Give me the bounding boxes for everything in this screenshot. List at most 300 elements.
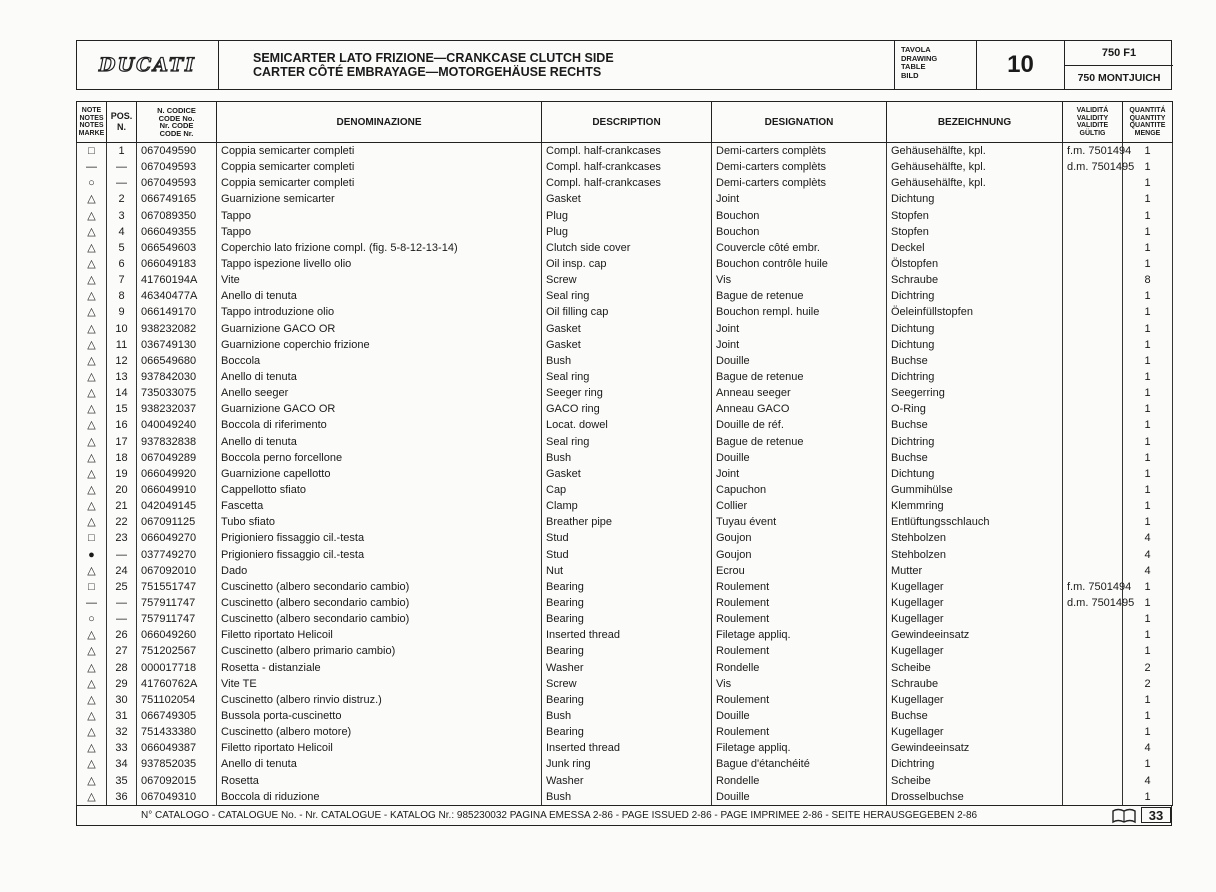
- part-code: 067092015: [137, 772, 217, 788]
- validity: f.m. 7501494: [1063, 143, 1123, 160]
- bezeichnung: Ölstopfen: [887, 256, 1063, 272]
- designation: Roulement: [712, 611, 887, 627]
- note-mark: ○: [77, 611, 107, 627]
- validity: [1063, 353, 1123, 369]
- part-code: 067049289: [137, 450, 217, 466]
- denominazione: Dado: [217, 563, 542, 579]
- table-row: [77, 337, 1173, 353]
- part-code: 938232082: [137, 321, 217, 337]
- denominazione: Tappo: [217, 208, 542, 224]
- table-row: [77, 159, 1173, 175]
- quantity: 1: [1123, 595, 1173, 611]
- description: Plug: [542, 224, 712, 240]
- pos-number: 24: [107, 563, 137, 579]
- pos-number: 15: [107, 401, 137, 417]
- validity: [1063, 434, 1123, 450]
- designation: Bague de retenue: [712, 288, 887, 304]
- description: Gasket: [542, 466, 712, 482]
- description: Screw: [542, 676, 712, 692]
- note-mark: △: [77, 208, 107, 224]
- designation: Douille: [712, 353, 887, 369]
- quantity: 1: [1123, 724, 1173, 740]
- validity: [1063, 466, 1123, 482]
- note-mark: △: [77, 466, 107, 482]
- part-code: 040049240: [137, 417, 217, 433]
- designation: Demi-carters complèts: [712, 143, 887, 160]
- bezeichnung: Dichtring: [887, 756, 1063, 772]
- description: Inserted thread: [542, 740, 712, 756]
- validity: [1063, 321, 1123, 337]
- denominazione: Anello di tenuta: [217, 434, 542, 450]
- pos-number: 20: [107, 482, 137, 498]
- table-row: [77, 450, 1173, 466]
- table-row: [77, 466, 1173, 482]
- note-mark: △: [77, 191, 107, 207]
- pos-number: 27: [107, 643, 137, 659]
- pos-number: 12: [107, 353, 137, 369]
- validity: [1063, 256, 1123, 272]
- note-mark: —: [77, 595, 107, 611]
- part-code: 067091125: [137, 514, 217, 530]
- note-mark: △: [77, 563, 107, 579]
- table-row: [77, 547, 1173, 563]
- note-mark: △: [77, 772, 107, 788]
- model-box: [1065, 41, 1173, 89]
- part-code: 067049593: [137, 159, 217, 175]
- note-mark: △: [77, 401, 107, 417]
- table-row: [77, 611, 1173, 627]
- note-mark: □: [77, 530, 107, 546]
- table-row: [77, 143, 1173, 160]
- part-code: 066049910: [137, 482, 217, 498]
- part-code: 066549680: [137, 353, 217, 369]
- validity: [1063, 772, 1123, 788]
- quantity: 1: [1123, 401, 1173, 417]
- bezeichnung: Dichtung: [887, 191, 1063, 207]
- quantity: 1: [1123, 514, 1173, 530]
- table-row: [77, 191, 1173, 207]
- pos-number: —: [107, 611, 137, 627]
- pos-number: 18: [107, 450, 137, 466]
- description: Nut: [542, 563, 712, 579]
- table-row: [77, 724, 1173, 740]
- description: Washer: [542, 660, 712, 676]
- denominazione: Coperchio lato frizione compl. (fig. 5-8-12-13-14): [217, 240, 542, 256]
- bezeichnung: Kugellager: [887, 611, 1063, 627]
- quantity: 8: [1123, 272, 1173, 288]
- pos-number: 10: [107, 321, 137, 337]
- validity: [1063, 304, 1123, 320]
- table-row: [77, 256, 1173, 272]
- bezeichnung: Gewindeeinsatz: [887, 740, 1063, 756]
- pos-number: 33: [107, 740, 137, 756]
- quantity: 1: [1123, 434, 1173, 450]
- note-mark: ●: [77, 547, 107, 563]
- description: Bearing: [542, 692, 712, 708]
- note-mark: △: [77, 256, 107, 272]
- validity: [1063, 208, 1123, 224]
- quantity: 1: [1123, 240, 1173, 256]
- denominazione: Guarnizione GACO OR: [217, 401, 542, 417]
- pos-number: 8: [107, 288, 137, 304]
- validity: [1063, 272, 1123, 288]
- bezeichnung: Stopfen: [887, 224, 1063, 240]
- part-code: 937852035: [137, 756, 217, 772]
- description: Seal ring: [542, 434, 712, 450]
- description: Bush: [542, 708, 712, 724]
- pos-number: 1: [107, 143, 137, 160]
- part-code: 41760762A: [137, 676, 217, 692]
- part-code: 066749305: [137, 708, 217, 724]
- col-code: N. CODICE CODE No. Nr. CODE CODE Nr.: [137, 102, 217, 143]
- designation: Rondelle: [712, 660, 887, 676]
- quantity: 1: [1123, 627, 1173, 643]
- bezeichnung: Buchse: [887, 353, 1063, 369]
- designation: Filetage appliq.: [712, 627, 887, 643]
- bezeichnung: Buchse: [887, 708, 1063, 724]
- pos-number: 16: [107, 417, 137, 433]
- table-row: [77, 595, 1173, 611]
- note-mark: △: [77, 353, 107, 369]
- validity: [1063, 514, 1123, 530]
- description: Locat. dowel: [542, 417, 712, 433]
- drawing-number: 10: [977, 41, 1065, 89]
- quantity: 1: [1123, 498, 1173, 514]
- denominazione: Vite TE: [217, 676, 542, 692]
- description: GACO ring: [542, 401, 712, 417]
- note-mark: △: [77, 692, 107, 708]
- note-mark: △: [77, 224, 107, 240]
- bezeichnung: Dichtring: [887, 434, 1063, 450]
- part-code: 938232037: [137, 401, 217, 417]
- denominazione: Coppia semicarter completi: [217, 175, 542, 191]
- bezeichnung: Dichtung: [887, 321, 1063, 337]
- denominazione: Cappellotto sfiato: [217, 482, 542, 498]
- bezeichnung: Gewindeeinsatz: [887, 627, 1063, 643]
- designation: Joint: [712, 191, 887, 207]
- denominazione: Filetto riportato Helicoil: [217, 740, 542, 756]
- note-mark: △: [77, 756, 107, 772]
- pos-number: 29: [107, 676, 137, 692]
- designation: Bague d'étanchéité: [712, 756, 887, 772]
- description: Plug: [542, 208, 712, 224]
- designation: Vis: [712, 676, 887, 692]
- denominazione: Anello seeger: [217, 385, 542, 401]
- quantity: 1: [1123, 256, 1173, 272]
- part-code: 757911747: [137, 611, 217, 627]
- table-row: [77, 789, 1173, 806]
- description: Gasket: [542, 321, 712, 337]
- model-bottom: 750 MONTJUICH: [1077, 72, 1161, 84]
- quantity: 4: [1123, 740, 1173, 756]
- denominazione: Cuscinetto (albero motore): [217, 724, 542, 740]
- denominazione: Prigioniero fissaggio cil.-testa: [217, 530, 542, 546]
- denominazione: Tappo introduzione olio: [217, 304, 542, 320]
- denominazione: Rosetta: [217, 772, 542, 788]
- designation: Douille: [712, 450, 887, 466]
- description: Breather pipe: [542, 514, 712, 530]
- note-mark: △: [77, 498, 107, 514]
- description: Oil insp. cap: [542, 256, 712, 272]
- denominazione: Boccola di riduzione: [217, 789, 542, 806]
- note-mark: △: [77, 740, 107, 756]
- designation: Roulement: [712, 724, 887, 740]
- bezeichnung: Stopfen: [887, 208, 1063, 224]
- bezeichnung: Scheibe: [887, 772, 1063, 788]
- part-code: 000017718: [137, 660, 217, 676]
- pos-number: 30: [107, 692, 137, 708]
- pos-number: 26: [107, 627, 137, 643]
- bezeichnung: Schraube: [887, 272, 1063, 288]
- bezeichnung: Schraube: [887, 676, 1063, 692]
- description: Stud: [542, 547, 712, 563]
- pos-number: 36: [107, 789, 137, 806]
- description: Bearing: [542, 643, 712, 659]
- bezeichnung: Klemmring: [887, 498, 1063, 514]
- bezeichnung: Gehäusehälfte, kpl.: [887, 159, 1063, 175]
- designation: Roulement: [712, 595, 887, 611]
- table-row: [77, 692, 1173, 708]
- pos-number: 23: [107, 530, 137, 546]
- bezeichnung: Dichtring: [887, 369, 1063, 385]
- validity: [1063, 401, 1123, 417]
- designation: Roulement: [712, 643, 887, 659]
- drawing-label: TAVOLA DRAWING TABLE BILD: [895, 41, 977, 89]
- validity: [1063, 756, 1123, 772]
- denominazione: Tappo ispezione livello olio: [217, 256, 542, 272]
- pos-number: 21: [107, 498, 137, 514]
- designation: Goujon: [712, 547, 887, 563]
- sheet-footer: [76, 806, 1172, 826]
- quantity: 4: [1123, 772, 1173, 788]
- parts-table-body: [77, 143, 1173, 806]
- pos-number: 7: [107, 272, 137, 288]
- sheet-header: [76, 40, 1172, 90]
- quantity: 1: [1123, 143, 1173, 160]
- col-description: DESCRIPTION: [542, 102, 712, 143]
- table-row: [77, 756, 1173, 772]
- quantity: 1: [1123, 224, 1173, 240]
- description: Compl. half-crankcases: [542, 175, 712, 191]
- part-code: 067092010: [137, 563, 217, 579]
- note-mark: —: [77, 159, 107, 175]
- table-row: [77, 772, 1173, 788]
- note-mark: △: [77, 789, 107, 806]
- note-mark: ○: [77, 175, 107, 191]
- pos-number: 5: [107, 240, 137, 256]
- validity: f.m. 7501494: [1063, 579, 1123, 595]
- quantity: 1: [1123, 369, 1173, 385]
- note-mark: △: [77, 288, 107, 304]
- quantity: 1: [1123, 159, 1173, 175]
- pos-number: 22: [107, 514, 137, 530]
- validity: d.m. 7501495: [1063, 595, 1123, 611]
- designation: Rondelle: [712, 772, 887, 788]
- denominazione: Boccola: [217, 353, 542, 369]
- part-code: 757911747: [137, 595, 217, 611]
- part-code: 066049260: [137, 627, 217, 643]
- description: Bush: [542, 789, 712, 806]
- bezeichnung: Stehbolzen: [887, 547, 1063, 563]
- validity: [1063, 676, 1123, 692]
- denominazione: Anello di tenuta: [217, 288, 542, 304]
- designation: Capuchon: [712, 482, 887, 498]
- part-code: 067089350: [137, 208, 217, 224]
- validity: [1063, 175, 1123, 191]
- table-row: [77, 272, 1173, 288]
- pos-number: 2: [107, 191, 137, 207]
- table-row: [77, 369, 1173, 385]
- table-row: [77, 353, 1173, 369]
- bezeichnung: O-Ring: [887, 401, 1063, 417]
- table-row: [77, 498, 1173, 514]
- quantity: 1: [1123, 385, 1173, 401]
- quantity: 1: [1123, 611, 1173, 627]
- part-code: 036749130: [137, 337, 217, 353]
- denominazione: Coppia semicarter completi: [217, 159, 542, 175]
- col-denominazione: DENOMINAZIONE: [217, 102, 542, 143]
- denominazione: Filetto riportato Helicoil: [217, 627, 542, 643]
- pos-number: —: [107, 175, 137, 191]
- table-row: [77, 740, 1173, 756]
- pos-number: —: [107, 547, 137, 563]
- bezeichnung: Kugellager: [887, 579, 1063, 595]
- description: Compl. half-crankcases: [542, 159, 712, 175]
- part-code: 067049590: [137, 143, 217, 160]
- pos-number: 4: [107, 224, 137, 240]
- pos-number: 14: [107, 385, 137, 401]
- denominazione: Guarnizione coperchio frizione: [217, 337, 542, 353]
- description: Stud: [542, 530, 712, 546]
- bezeichnung: Dichtung: [887, 337, 1063, 353]
- designation: Bouchon rempl. huile: [712, 304, 887, 320]
- denominazione: Coppia semicarter completi: [217, 143, 542, 160]
- part-code: 066149170: [137, 304, 217, 320]
- validity: [1063, 191, 1123, 207]
- denominazione: Boccola perno forcellone: [217, 450, 542, 466]
- bezeichnung: Kugellager: [887, 595, 1063, 611]
- validity: [1063, 385, 1123, 401]
- part-code: 937832838: [137, 434, 217, 450]
- designation: Bouchon: [712, 224, 887, 240]
- pos-number: —: [107, 159, 137, 175]
- quantity: 1: [1123, 789, 1173, 806]
- validity: [1063, 369, 1123, 385]
- designation: Anneau GACO: [712, 401, 887, 417]
- part-code: 41760194A: [137, 272, 217, 288]
- part-code: 066049920: [137, 466, 217, 482]
- description: Gasket: [542, 337, 712, 353]
- quantity: 1: [1123, 708, 1173, 724]
- bezeichnung: Mutter: [887, 563, 1063, 579]
- description: Bearing: [542, 611, 712, 627]
- designation: Goujon: [712, 530, 887, 546]
- bezeichnung: Kugellager: [887, 692, 1063, 708]
- bezeichnung: Kugellager: [887, 643, 1063, 659]
- pos-number: 6: [107, 256, 137, 272]
- table-row: [77, 304, 1173, 320]
- description: Clutch side cover: [542, 240, 712, 256]
- bezeichnung: Scheibe: [887, 660, 1063, 676]
- description: Bearing: [542, 724, 712, 740]
- col-quantity: QUANTITÁ QUANTITY QUANTITE MENGE: [1123, 102, 1173, 143]
- pos-number: 35: [107, 772, 137, 788]
- denominazione: Guarnizione GACO OR: [217, 321, 542, 337]
- note-mark: △: [77, 643, 107, 659]
- description: Seeger ring: [542, 385, 712, 401]
- designation: Tuyau évent: [712, 514, 887, 530]
- bezeichnung: Dichtung: [887, 466, 1063, 482]
- table-row: [77, 240, 1173, 256]
- quantity: 4: [1123, 563, 1173, 579]
- part-code: 066049183: [137, 256, 217, 272]
- table-row: [77, 401, 1173, 417]
- validity: [1063, 530, 1123, 546]
- part-code: 067049310: [137, 789, 217, 806]
- validity: [1063, 789, 1123, 806]
- bezeichnung: Entlüftungsschlauch: [887, 514, 1063, 530]
- denominazione: Guarnizione capellotto: [217, 466, 542, 482]
- note-mark: △: [77, 482, 107, 498]
- pos-number: —: [107, 595, 137, 611]
- table-row: [77, 224, 1173, 240]
- quantity: 1: [1123, 208, 1173, 224]
- bezeichnung: Drosselbuchse: [887, 789, 1063, 806]
- validity: [1063, 240, 1123, 256]
- note-mark: △: [77, 417, 107, 433]
- quantity: 1: [1123, 482, 1173, 498]
- pos-number: 9: [107, 304, 137, 320]
- designation: Douille de réf.: [712, 417, 887, 433]
- note-mark: △: [77, 385, 107, 401]
- table-row: [77, 530, 1173, 546]
- note-mark: △: [77, 369, 107, 385]
- pos-number: 11: [107, 337, 137, 353]
- quantity: 4: [1123, 547, 1173, 563]
- quantity: 1: [1123, 353, 1173, 369]
- validity: [1063, 627, 1123, 643]
- note-mark: △: [77, 304, 107, 320]
- validity: [1063, 692, 1123, 708]
- part-code: 735033075: [137, 385, 217, 401]
- bezeichnung: Kugellager: [887, 724, 1063, 740]
- designation: Couvercle côté embr.: [712, 240, 887, 256]
- note-mark: △: [77, 660, 107, 676]
- description: Inserted thread: [542, 627, 712, 643]
- quantity: 1: [1123, 756, 1173, 772]
- designation: Anneau seeger: [712, 385, 887, 401]
- quantity: 1: [1123, 321, 1173, 337]
- part-code: 751202567: [137, 643, 217, 659]
- validity: [1063, 708, 1123, 724]
- table-row: [77, 482, 1173, 498]
- table-row: [77, 676, 1173, 692]
- designation: Ecrou: [712, 563, 887, 579]
- table-row: [77, 627, 1173, 643]
- note-mark: □: [77, 143, 107, 160]
- validity: [1063, 724, 1123, 740]
- part-code: 46340477A: [137, 288, 217, 304]
- denominazione: Bussola porta-cuscinetto: [217, 708, 542, 724]
- part-code: 751433380: [137, 724, 217, 740]
- denominazione: Cuscinetto (albero secondario cambio): [217, 579, 542, 595]
- col-validity: VALIDITÁ VALIDITY VALIDITE GÜLTIG: [1063, 102, 1123, 143]
- bezeichnung: Seegerring: [887, 385, 1063, 401]
- note-mark: △: [77, 514, 107, 530]
- designation: Demi-carters complèts: [712, 159, 887, 175]
- note-mark: □: [77, 579, 107, 595]
- description: Bush: [542, 353, 712, 369]
